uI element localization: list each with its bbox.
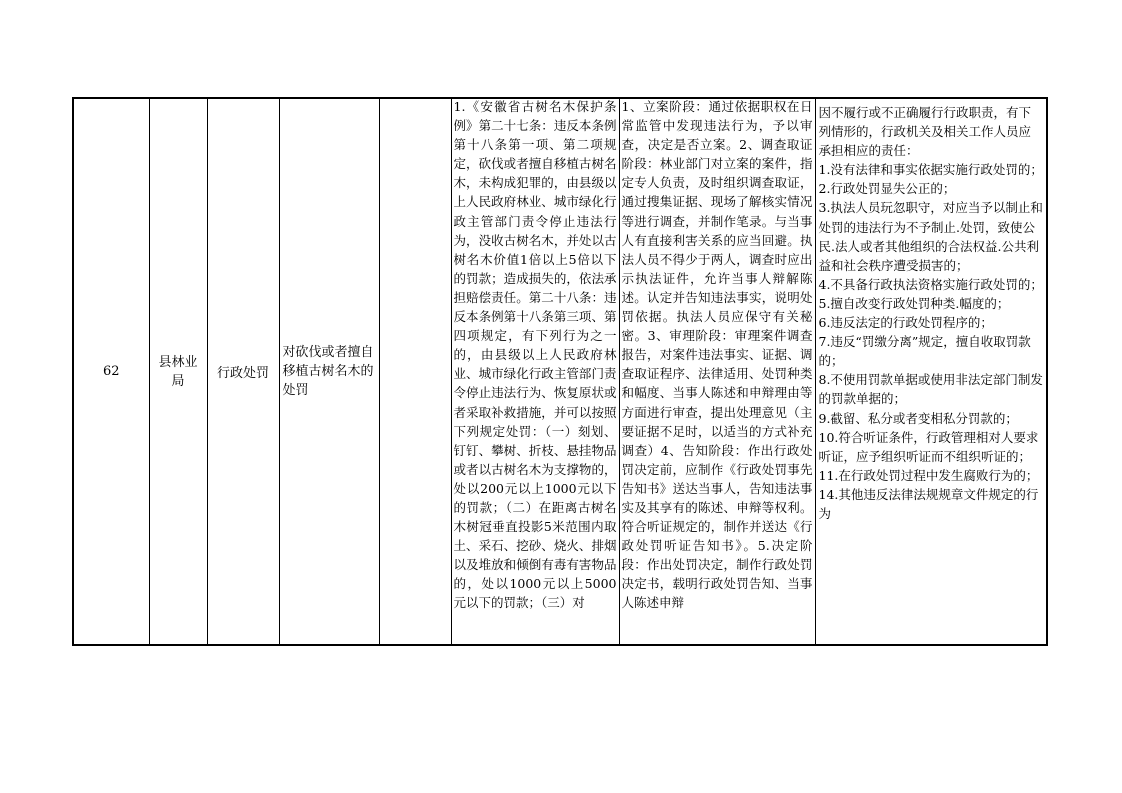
procedure-cell [619, 98, 815, 645]
responsibility-item: 5.擅自改变行政处罚种类.幅度的； [818, 295, 1010, 311]
item-name-cell [279, 98, 379, 645]
responsibility-item: 8.不使用罚款单据或使用非法定部门制发的罚款单据的； [818, 372, 1043, 407]
row-number-cell [73, 98, 149, 645]
responsibility-item: 6.违反法定的行政处罚程序的； [818, 315, 993, 331]
responsibility-item: 4.不具备行政执法资格实施行政处罚的； [818, 276, 1043, 292]
responsibility-item: 10.符合听证条件，行政管理相对人要求听证，应予组织听证而不组织听证的； [818, 429, 1039, 464]
power-type: 行政处罚 [216, 366, 269, 381]
legal-basis-cell [451, 98, 619, 645]
row-number: 62 [102, 364, 120, 379]
responsibility-list [816, 103, 1047, 523]
responsibility-item: 3.执法人员玩忽职守，对应当予以制止和处罚的违法行为不予制止.处罚，致使公民.法人或者其他组织的合法权益.公共利益和社会秩序遭受损害的； [818, 200, 1043, 273]
power-type-cell [207, 98, 279, 645]
responsibility-item: 2.行政处罚显失公正的； [818, 181, 956, 197]
procedure-text: 1、立案阶段：通过依据职权在日常监管中发现违法行为，予以审查，决定是否立案。2、调查取证阶段：林业部门对立案的案件，指定专人负责，及时组织调查取证，通过搜集证据、现场了解核实情况等进行调查，并制作笔录。与当事人有直接利害关系的应当回避。执法人员不得少于两人，调查时应出示执法证件，允许当事人辩解陈述。认定并告知违法事实，说明处罚依据。执法人员应保守有关秘密。3、审理阶段：审理案件调查报告，对案件违法事实、证据、调查取证程序、法律适用、处罚种类和幅度、当事人陈述和申辩理由等方面进行审查，提出处理意见（主要证据不足时，以适当的方式补充调查）4、告知阶段：作出行政处罚决定前，应制作《行政处罚事先告知书》送达当事人，告知违法事实及其享有的陈述、申辩等权利。符合听证规定的，制作并送达《行政处罚听证告知书》。5.决定阶段：作出处罚决定，制作行政处罚决定书，载明行政处罚告知、当事人陈述申辩 [621, 99, 813, 611]
department-cell [149, 98, 207, 645]
power-list-table [72, 97, 1048, 646]
department-name: 县林业局 [158, 354, 198, 389]
sub-item-cell [379, 98, 451, 645]
item-name: 对砍伐或者擅自移植古树名木的处罚 [282, 345, 374, 398]
responsibility-intro: 因不履行或不正确履行行政职责，有下列情形的，行政机关及相关工作人员应承担相应的责任： [818, 105, 1032, 159]
responsibility-item: 1.没有法律和事实依据实施行政处罚的； [818, 162, 1043, 178]
responsibility-item: 11.在行政处罚过程中发生腐败行为的； [818, 467, 1039, 483]
responsibility-item: 14.其他违反法律法规规章文件规定的行为 [818, 486, 1039, 521]
responsibility-item: 7.违反“罚缴分离”规定，擅自收取罚款的； [818, 334, 1031, 369]
responsibility-item: 9.截留、私分或者变相私分罚款的； [818, 410, 1018, 426]
responsibility-cell [815, 98, 1047, 645]
legal-basis-text: 1.《安徽省古树名木保护条例》第二十七条：违反本条例第十八条第一项、第二项规定，砍伐或者擅自移植古树名木，未构成犯罪的，由县级以上人民政府林业、城市绿化行政主管部门责令停止违法行为，没收古树名木，并处以古树名木价值1倍以上5倍以下的罚款；造成损失的，依法承担赔偿责任。第二十八条：违反本条例第十八条第三项、第四项规定，有下列行为之一的，由县级以上人民政府林业、城市绿化行政主管部门责令停止违法行为、恢复原状或者采取补救措施，并可以按照下列规定处罚：（一）刻划、钉钉、攀树、折枝、悬挂物品或者以古树名木为支撑物的，处以200元以上1000元以下的罚款；（二）在距离古树名木树冠垂直投影5米范围内取土、采石、挖砂、烧火、排烟以及堆放和倾倒有毒有害物品的，处以1000元以上5000元以下的罚款；（三）对 [453, 99, 617, 611]
table-row [73, 98, 1047, 645]
